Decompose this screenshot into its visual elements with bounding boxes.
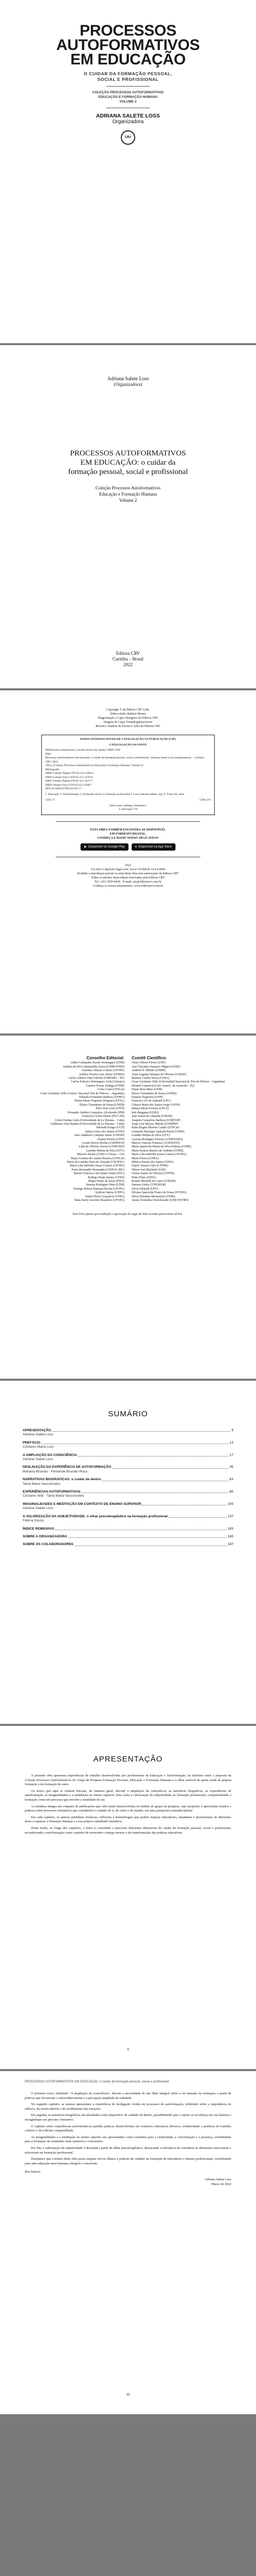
title-page-collection: Coleção Processos Autoformativos Educação e Formação Humana Volume 2 — [95, 485, 161, 503]
committee-member: Pedro Pinto (UFPA) — [132, 1176, 156, 1179]
committee-member: Silvia Valarelli (UFG) — [132, 1187, 158, 1191]
council-member: João Adalberto Campato Junior (UNESP) — [74, 1134, 124, 1138]
council-member: Simone Rodrigues Pinto (UNB) — [86, 1183, 124, 1187]
toc-entry-title: NARRATIVAS BIOGRÁFICAS: o cuidar de dentro — [23, 1478, 101, 1482]
publisher-logo: CRV — [121, 130, 135, 145]
toc-entry[interactable] — [23, 1490, 233, 1499]
committee-member: Cesar Gerónimo Tello (Universidad Nacional de Três de Febrero – Argentina) — [132, 1080, 225, 1084]
council-member: Carlos Federico Dominguez Avila (Unieuro) — [71, 1080, 124, 1084]
toc-dot-leader — [169, 1517, 227, 1518]
council-page — [0, 1036, 256, 1381]
imprint-page — [0, 690, 256, 1036]
google-play-badge[interactable]: ▶ Disponível no Google Play — [81, 843, 128, 851]
toc-entry[interactable] — [23, 1535, 233, 1539]
committee-member: Joaquim Gonçalves Barbosa (UNIFESP) — [132, 1118, 181, 1122]
toc-entry[interactable] — [23, 1478, 233, 1486]
toc-dot-leader — [112, 1468, 228, 1469]
summary-heading: SUMÁRIO — [108, 1410, 148, 1418]
toc-entry-title: IMAGINALIDADES E MEDITAÇÃO EM CONTEXTO DE ENSINO SUPERIOR — [23, 1502, 141, 1506]
committee-member: Jane Soares de Almeida (UNESP) — [132, 1115, 172, 1118]
committee-member: Elizeu Clementino de Souza (UNEB) — [132, 1092, 177, 1095]
title-page-organizer: Adriana Salete Loss — [107, 376, 149, 382]
committee-member: Silvana Aparecida Franco de Sousa (UFOPA) — [132, 1191, 186, 1195]
committee-member: Kátia Regina Moreno Caiado (UFSCar) — [132, 1126, 180, 1130]
paragraph: No segundo capítulo, as autoras apresentam a experiência de desligação vivida em processos de autoformação, refletindo sobre a importância do silêncio, da escuta interior e do acolhimento das emoções. — [25, 2103, 231, 2111]
toc-dot-leader — [68, 1537, 227, 1538]
committee-member: Marcos Vinicius Francisco (UNOESTE) — [132, 1141, 180, 1145]
presentation-heading: APRESENTAÇÃO — [93, 1755, 163, 1764]
committee-member: Oséias Santos de Oliveira (UTFPR) — [132, 1172, 175, 1176]
committee-member: Sílvia Elizabete Michaelsen (UFPR) — [132, 1195, 175, 1198]
toc-entry-title: SOBRE OS COLABORADORES — [23, 1543, 74, 1547]
toc-entry-page: 85 — [229, 1490, 233, 1494]
toc-entry-title: APRESENTAÇÃO — [23, 1429, 51, 1432]
committee-member: Diosnel Centurion (Univ Americ. de Asunción – Py) — [132, 1084, 195, 1088]
apple-icon: ● — [135, 845, 137, 849]
council-member: Renato Francisco dos Santos Paula (UFG) — [73, 1172, 124, 1176]
committee-member: Lourdes Helena da Silva (UFV) — [132, 1134, 170, 1138]
council-member: Carmen Tereza Velanga (UNIR) — [86, 1084, 124, 1088]
title-page-title: PROCESSOS AUTOFORMATIVOS EM EDUCAÇÃO: o cuidar da formação pessoal, social e profissional — [68, 449, 188, 476]
paragraph: O primeiro texto, intitulado “A ampliação da consciência”, discute a necessidade de um olhar integral sobre o ser humano na formação, a partir de práticas que favorecem o autoconhecimento e a percepção ampliada da realidade. — [25, 2092, 231, 2100]
peer-review-note: Este livro passou por avaliação e aprovação às cegas de dois ou mais pareceristas ad hoc. — [73, 1213, 183, 1216]
toc-entry-title: A AMPLIAÇÃO DA CONSCIÊNCIA — [23, 1453, 77, 1457]
council-member: Guillermo Arias Beatón (Universidade de La Havana – Cuba) — [50, 1122, 124, 1126]
toc-entry-author: Cristiane Abiti · Tania Maria Vasconcelos — [23, 1494, 84, 1498]
committee-member: Rosane Michelli de Castro (UNESP) — [132, 1180, 176, 1183]
cover-collection: COLEÇÃO PROCESSOS AUTOFORMATIVOS EDUCAÇÃO E FORMAÇÃO HUMANA VOLUME 2 — [92, 91, 164, 104]
council-member: Élsio José Corá (UFFS) — [95, 1107, 124, 1111]
council-member: Anselmo Alencar Colares (UFOPA) — [81, 1069, 124, 1073]
app-store-badges — [0, 843, 256, 851]
toc-entry-author: Mariana Brunato · Fernanda Brunato Rosa — [23, 1469, 87, 1473]
imprint-divider — [56, 821, 200, 822]
council-member: Solange Helena Ximenes-Rocha (UFOPA) — [73, 1187, 124, 1191]
council-member: Aldira Guimarães Duarte Domínguez (UNB) — [70, 1061, 124, 1065]
council-member: Leonel Severo Rocha (UNISINOS) — [82, 1141, 124, 1145]
signature: Adriana Salete Loss Março de 2022 — [204, 2177, 231, 2186]
editorial-council-title: Conselho Editorial: — [86, 1056, 124, 1060]
council-member: Antônio Pereira Gaio Júnior (UFRRJ) — [78, 1073, 124, 1076]
council-member: Andréia da Silva Quintanilha Sousa (UNIR/UFRN) — [62, 1065, 124, 1069]
committee-member: Inês Bragança (UERJ) — [132, 1111, 159, 1114]
toc-entry-page: 187 — [227, 1543, 233, 1547]
toc-entry-title: EXPERIÊNCIAS AUTOFORMATIVAS — [23, 1490, 81, 1494]
title-page-organizer-role: (Organizadora) — [114, 382, 142, 387]
committee-member: Leonardo Henrique Andrade Brasil (UFRN) — [132, 1130, 185, 1133]
app-store-badge[interactable]: ● Disponível na App Store — [132, 843, 175, 851]
closing-line: Boa leitura! — [25, 2170, 41, 2174]
council-member: Maria Lília Imbiriba Sousa Colares (UFOPA) — [70, 1164, 124, 1168]
editorial-council — [18, 1056, 124, 1202]
council-member: Francisco Carlos Duarte (PUC-PR) — [82, 1115, 124, 1118]
committee-member: Suzete Terezinha Orzechowski (UNICENTRO) — [132, 1199, 189, 1202]
committee-member: Nilson José Machado (USP) — [132, 1168, 166, 1172]
paragraph: Desejamos que a leitura desta obra possa inspirar novos olhares e práticas de cuidado na formação de educadores e demais profissionais, contribuindo para uma educação mais humana, integral e consciente. — [25, 2157, 231, 2165]
council-member: Tania Suely Azevedo Brasileiro (UFOPA) — [74, 1199, 124, 1202]
page-number-2: 10 — [126, 2393, 130, 2397]
council-member: Sérgio Nunes de Jesus (IFRO) — [88, 1180, 124, 1183]
paragraph: Em cada capítulo, os autores partilham vivências, reflexões e metodologias que podem inspirar educadores, estudantes e profissionais de diferentes áreas a repensar a formação humana e a sua própria caminhada formativa. — [25, 1815, 231, 1824]
toc-entry-title: SOBRE A ORGANIZADORA — [23, 1534, 67, 1538]
council-member: Eduardo Fernandes Barbosa (UFMG) — [79, 1096, 124, 1099]
play-icon: ▶ — [84, 845, 87, 849]
paragraph: A coletânea integra um conjunto de publicações que vêm sendo desenvolvidas no âmbito do grupo de pesquisa, cujo propósito é aprofundar estudos e práticas sobre processos formativos que considerem o cuidado de si, do outro e do mundo, em uma perspectiva transdisciplinar. — [25, 1804, 231, 1813]
committee-member: Francisco Ari de Andrade (UFC) — [132, 1099, 171, 1103]
committee-member: Anna Augusta Sampaio de Oliveira (UNESP) — [132, 1073, 186, 1076]
cip-box: DADOS INTERNACIONAIS DE CATALOGAÇÃO NA PUBLICAÇÃO (CIP) CATALOGAÇÃO NA FONTE Bibliotecária responsável: Luzenira Alves dos Santos CRB9/1506 P963 Processos autoformativos em educação: o cuidar da formação pessoal, social e profissional / Adriana Salete Loss (organizadora). – Curitiba : CRV, 2022. 196 p. (Coleção Processos Autoformativos Educação e Formação Humana. Volume 2) Bibliografia ISBN Coleção Digital 978-65-251-3269-4 ISBN Coleção Físico 978-65-251-3270-0 ISBN Volume Digital 978-65-251-3271-7 ISBN Volume Físico 978-65-251-3268-7 DOI 10.24824/978652513271.7 1. Educação 2. Autoformação 3. Formação social 4. Formação profissional I. Loss, Adriana Salete. org. II. Título III. Série CDU 37 CDD 370 Índice para catálogo sistemático 1. Educação 370 — [41, 735, 215, 815]
committee-member: Helena Maria Ferreira (UFLA) — [132, 1107, 169, 1111]
cover-subtitle: O CUIDAR DA FORMAÇÃO PESSOAL, SOCIAL E PROFISSIONAL — [84, 71, 172, 82]
council-member: Cesar Gerónimo Tello (Univer .Nacional Três de Febrero – Argentina) — [40, 1092, 124, 1095]
presentation-page-1 — [0, 1726, 256, 2071]
table-of-contents — [0, 1418, 256, 1547]
cover-divider — [106, 86, 150, 87]
toc-entry[interactable] — [23, 1543, 233, 1547]
paragraph: Em seguida, as narrativas biográficas são abordadas como dispositivo de cuidado de dentro, possibilitando que o sujeito se reconheça em sua história e ressignifique seu percurso formativo. — [25, 2113, 231, 2122]
toc-entry-page: 109 — [227, 1502, 233, 1506]
paragraph: Por fim, a valorização da subjetividade é discutida a partir do olhar psicoterapêutico, destacando a relevância de considerar as dimensões emocionais e relacionais na formação profissional. — [25, 2146, 231, 2155]
toc-entry-page: 13 — [229, 1440, 233, 1445]
committee-member: Altair Alberto Fávero (UPF) — [132, 1061, 166, 1065]
digital-notice: ESTA OBRA TAMBÉM ENCONTRA-SE DISPONÍVEL EM FORMATO DIGITAL. CONHEÇA E BAIXE NOSSO APLICATIVO! — [90, 828, 166, 840]
council-member: Maria de Lourdes Pinto de Almeida (UNOESC) — [67, 1160, 124, 1164]
toc-dot-leader — [52, 1431, 230, 1432]
council-member: Elione Maria Nogueira Diogenes (UFAL) — [74, 1099, 124, 1103]
council-member: Josania Portela (UFPI) — [97, 1138, 124, 1141]
council-member: Carlos Alberto Vilar Estêvão (UMINHO – PT) — [68, 1077, 124, 1080]
presentation-body-1 — [0, 1764, 256, 1835]
committee-member: Ana Chrystina Venancio Mignot (UERJ) — [132, 1065, 181, 1069]
toc-entry[interactable] — [23, 1441, 233, 1450]
scientific-committee-title: Comitê Científico: — [132, 1056, 167, 1060]
council-member: Jailson Alves dos Santos (UFRJ) — [85, 1130, 124, 1133]
presentation-body-2 — [0, 2071, 256, 2187]
toc-entry-author: Adriana Salete Loss — [23, 1458, 54, 1462]
imprint-credits: Copyright © da Editora CRV Ltda. Editor-chefe: Railson Moura Diagramação e Capa: Designers da Editora CRV Imagem de Capa: Freepik/galaxyvector Revisão: Analista de Escrita e Artes da Editora CRV — [95, 708, 161, 728]
toc-entry-author: Adriana Salete Loss — [23, 1433, 54, 1437]
committee-member: Jorge Luís Mazzeo Mariño (UNIMEP) — [132, 1122, 179, 1126]
toc-entry-title: A VALORIZAÇÃO DA SUBJETIVIDADE: o olhar psicoterapêutico na formação profissional — [23, 1514, 168, 1518]
council-member: Sydione Santos (UEPG) — [95, 1191, 124, 1195]
page-number: 9 — [127, 2047, 129, 2052]
toc-entry-author: Tania Maria Vasconcelos — [23, 1482, 60, 1486]
cover-page — [0, 0, 256, 345]
toc-entry[interactable] — [23, 1502, 233, 1511]
council-member: Maria Cristina dos Santos Bezerra (UFSCar) — [71, 1157, 124, 1160]
paragraph: As imaginalidades e a meditação no ensino superior são apresentadas como caminhos para a criatividade, a concentração e a presença, contribuindo para a formação de estudantes mais sensíveis e conscientes. — [25, 2135, 231, 2144]
council-member: Helmuth Krüger (UCP) — [96, 1126, 124, 1130]
committee-member: Mônica Pereira dos Santos (UFRJ) — [132, 1160, 173, 1164]
toc-entry[interactable] — [23, 1429, 233, 1437]
toc-entry-page: 45 — [229, 1465, 233, 1469]
toc-entry-author: Cristiane Maria Loss — [23, 1445, 54, 1449]
committee-member: Eliane Rose Maio (UEM) — [132, 1088, 163, 1092]
committee-member: Fauston Negreiros (UFPI) — [132, 1096, 163, 1099]
title-page — [0, 345, 256, 690]
committee-member: Maria Lília Imbiriba Sousa Colares (UFOPA) — [132, 1153, 186, 1157]
summary-page — [0, 1381, 256, 1726]
council-member: Lourdes Helena da Silva (UFV) — [86, 1149, 124, 1153]
title-page-publisher: Editora CRV Curitiba – Brasil 2022 — [113, 651, 143, 667]
council-member: Fernando Antônio Gonçalves Alcoforado (IPB) — [68, 1111, 124, 1114]
toc-entry-author: Adriana Salete Loss — [23, 1506, 54, 1511]
committee-member: Gláucia Maria dos Santos Jorge (UFOP) — [132, 1103, 180, 1107]
council-member: Elizeu Clementino de Souza (UNEB) — [79, 1103, 124, 1107]
toc-entry-title: DESLIGAÇÃO DA EXPERIÊNCIA DE AUTOFORMAÇÃO — [23, 1465, 111, 1469]
toc-entry-page: 185 — [227, 1534, 233, 1538]
committee-member: Maria Eurácia Barreto de Andrade (UFRB) — [132, 1149, 184, 1153]
toc-entry-page: 137 — [227, 1514, 233, 1518]
cover-organizer-role: Organizadora — [112, 119, 144, 125]
editorial-council-list — [18, 1061, 124, 1202]
toc-entry-page: 9 — [231, 1429, 233, 1432]
scientific-committee — [132, 1056, 238, 1202]
paragraph: O capítulo sobre experiências autoformativas partilha práticas desenvolvidas em contextos educativos diversos, evidenciando a potência do trabalho coletivo e da reflexão compartilhada. — [25, 2124, 231, 2133]
committee-member: Maria Aparecida Mazin da Silva Pedrosa (UFRR) — [132, 1145, 191, 1149]
council-member: Lídia de Oliveira Xavier (UNIEURO) — [78, 1145, 124, 1149]
toc-entry-author: Fátima Souza — [23, 1519, 44, 1523]
paragraph: Deste modo, ao longo dos capítulos, o leitor é convidado a percorrer diferentes dimensões do cuidar da formação pessoal, social e profissional, reconhecendo a autoformação como caminho de reencontro consigo mesmo e de transformação das práticas educativas. — [25, 1826, 231, 1835]
toc-entry-title: PREFÁCIO — [23, 1440, 41, 1445]
committee-member: Luciana Rodrigues Ferreira (UNIFESSPA) — [132, 1138, 183, 1141]
toc-entry[interactable] — [23, 1527, 233, 1531]
toc-entry-title: ÍNDICE REMISSIVO — [23, 1527, 54, 1531]
council-member: Gloria Fariñas León (Universidade de La Havana – Cuba) — [55, 1118, 124, 1122]
cover-organizer-name: ADRIANA SALETE LOSS — [96, 113, 160, 119]
running-head: PROCESSOS AUTOFORMATIVOS EM EDUCAÇÃO: o cuidar da formação pessoal, social e profissional — [25, 2080, 169, 2083]
toc-entry-page: 63 — [229, 1478, 233, 1482]
presentation-page-2 — [0, 2071, 256, 2416]
committee-member: Barbara Coelho Neves (UFBA) — [132, 1077, 170, 1080]
council-member: Tadeu Oliver Gonçalves (UFPA) — [85, 1195, 124, 1198]
committee-member: Najela Tavares Ujiie (UTFPR) — [132, 1164, 168, 1168]
paragraph: A presente obra apresenta experiências de trabalho desenvolvidas por profissionais da Educação e Autoformação, na interface entre a proposta da Coleção Processos Autoformativos do Grupo de Pesquisa Formação Docente, Educação e Formação Humana e o olhar sensível de quem cuida da própria formação e da formação do outro. — [25, 1774, 231, 1787]
toc-entry-page: 17 — [229, 1453, 233, 1457]
toc-entry[interactable] — [23, 1515, 233, 1523]
legal-notice: 2022 Foi feito o depósito legal conf. Lei nº 10.994 de 14/12/2004 Proibida a reprodução parcial ou total desta obra sem autorização da Editora CRV Todos os direitos desta edição reservados pela Editora CRV Tel.: (41) 3039-6418 · E-mail: sac@editoracrv.com.br Conheça os nossos lançamentos: www.editoracrv.com.br — [77, 863, 179, 888]
scientific-committee-list — [132, 1061, 238, 1202]
toc-entry-page: 183 — [227, 1527, 233, 1531]
cover-title: PROCESSOS AUTOFORMATIVOS EM EDUCAÇÃO — [56, 22, 200, 68]
council-member: Marcelo Paixão (UFRJ e UTexas – US) — [77, 1153, 124, 1157]
committee-member: Simone Godoy (UNESPAR) — [132, 1183, 166, 1187]
council-member: Paulo Romualdo Hernandes (UNIFAL-MG) — [71, 1168, 124, 1172]
toc-entry[interactable] — [23, 1465, 233, 1474]
toc-entry[interactable] — [23, 1453, 233, 1462]
paragraph: Os textos que aqui se reúnem buscam, de maneira geral, discutir a ampliação da consciência, as narrativas biográficas, as experiências de autoformação, as imaginalidades e a meditação no ensino superior, bem como a valorização da subjetividade na formação profissional, compreendendo a formação como um processo que envolve a totalidade do ser. — [25, 1789, 231, 1802]
council-member: Celso Conti (UFSCar) — [98, 1088, 124, 1092]
committee-member: Marta Pereira (UFBA) — [132, 1157, 159, 1160]
council-member: Rodrigo Pratte-Santos (UFES) — [88, 1176, 124, 1179]
committee-member: Andréia N. Militão (UEMS) — [132, 1069, 166, 1073]
